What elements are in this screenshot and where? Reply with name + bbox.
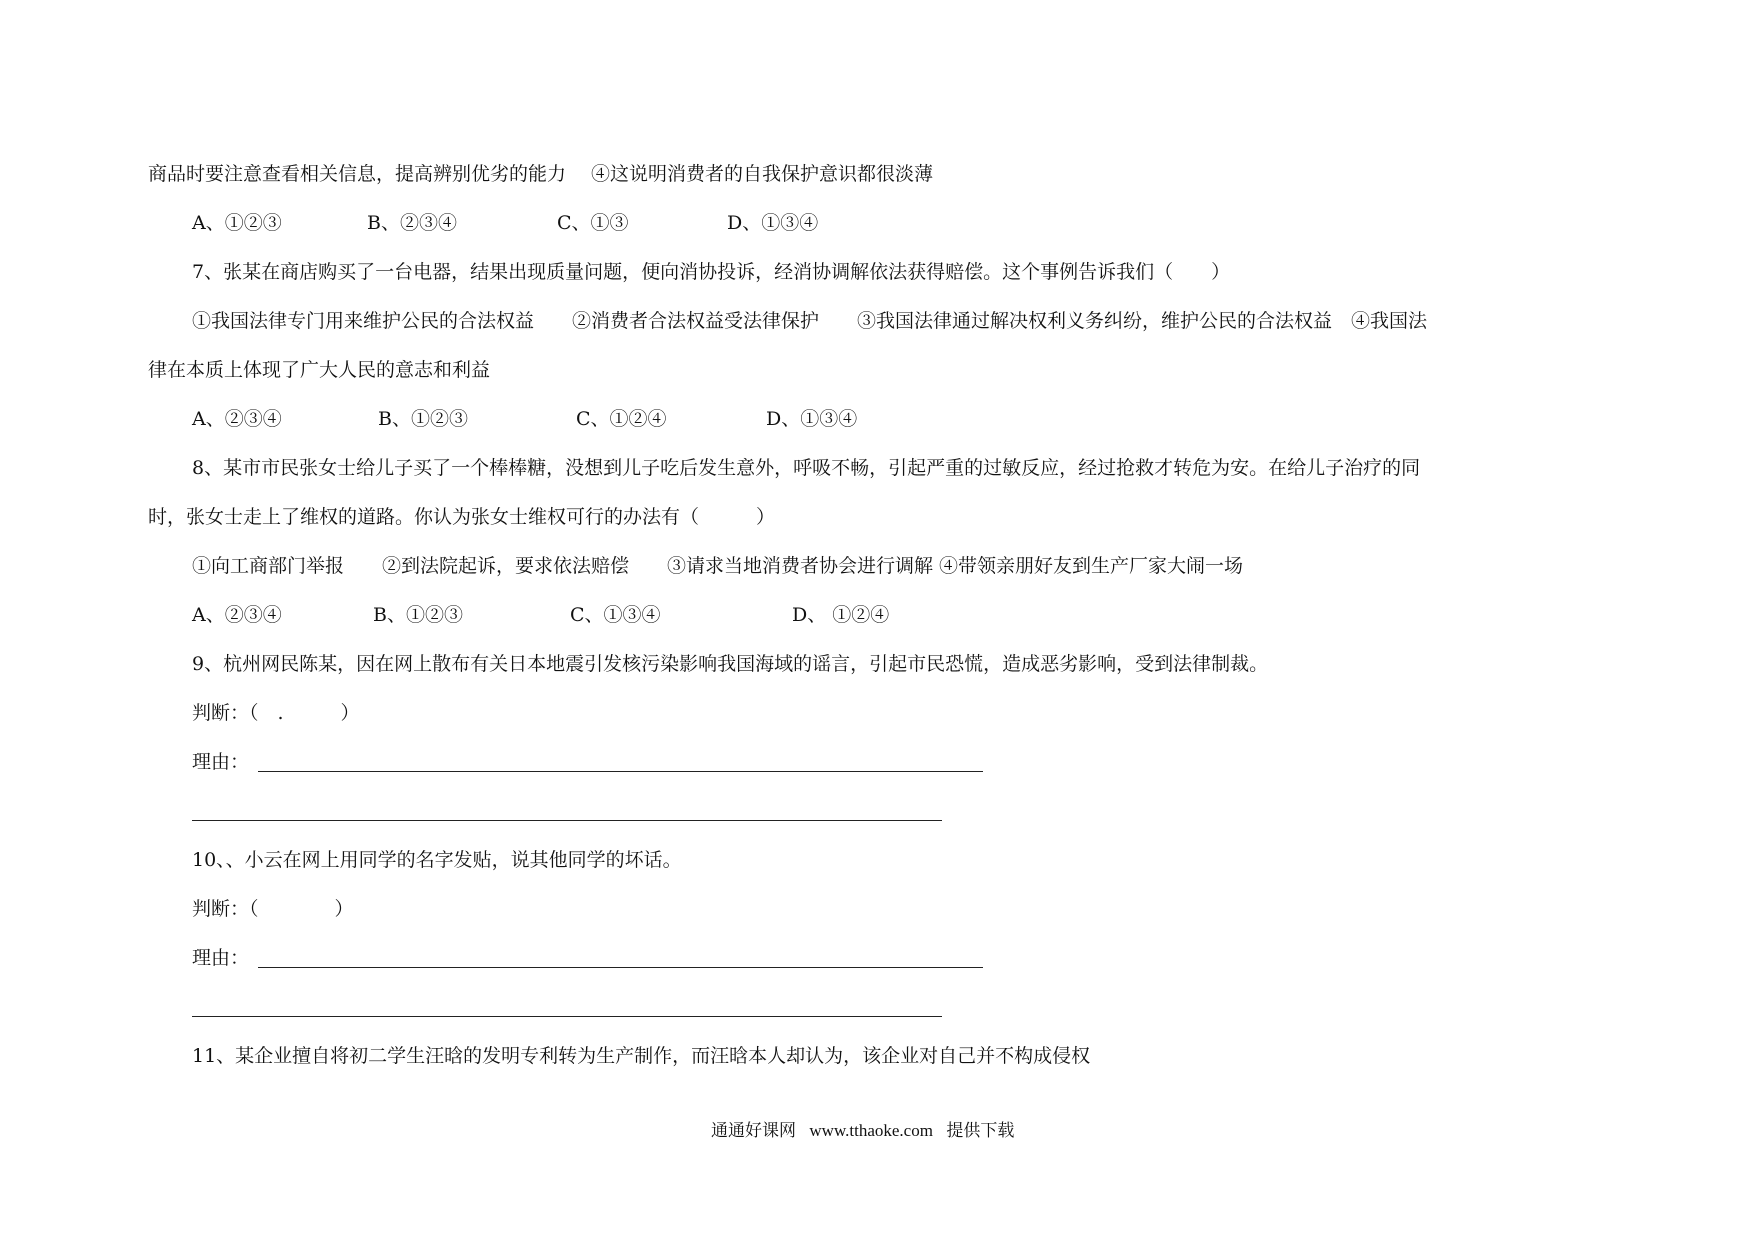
q7-option-b: B、①②③ [378,408,468,430]
q7-statements-line1: ①我国法律专门用来维护公民的合法权益 ②消费者合法权益受法律保护 ③我国法律通过解决权利义务纠纷，维护公民的合法权益 ④我国法 [192,310,1428,332]
q7-option-a: A、②③④ [192,408,282,430]
q11-stem: 11、某企业擅自将初二学生汪晗的发明专利转为生产制作，而汪晗本人却认为，该企业对自己并不构成侵权 [192,1045,1091,1067]
q8-statements: ①向工商部门举报 ②到法院起诉，要求依法赔偿 ③请求当地消费者协会进行调解 ④带领亲朋好友到生产厂家大闹一场 [192,555,1244,577]
q9-reason-line-1 [258,771,983,772]
q9-stem: 9、杭州网民陈某，因在网上散布有关日本地震引发核污染影响我国海域的谣言，引起市民恐慌，造成恶劣影响，受到法律制裁。 [192,653,1269,675]
q10-reason-line-1 [258,967,983,968]
q9-reason-label: 理由： [192,751,250,773]
q7-option-d: D、①③④ [766,408,858,430]
q6-option-b: B、②③④ [367,212,457,234]
q8-option-c: C、①③④ [570,604,661,626]
q8-stem-line1: 8、某市市民张女士给儿子买了一个棒棒糖，没想到儿子吃后发生意外，呼吸不畅，引起严重的过敏反应，经过抢救才转危为安。在给儿子治疗的同 [192,457,1421,479]
footer-suffix: 提供下载 [946,1121,1015,1141]
page-footer [711,1120,1014,1142]
q8-option-d: D、 ①②④ [792,604,890,626]
q8-option-b: B、①②③ [373,604,463,626]
footer-url: www.tthaoke.com [809,1121,933,1140]
q9-reason-line-2 [192,820,942,821]
q7-option-c: C、①②④ [576,408,667,430]
q6-continuation: 商品时要注意查看相关信息，提高辨别优劣的能力 ④这说明消费者的自我保护意识都很淡薄 [148,163,934,185]
q7-stem: 7、张某在商店购买了一台电器，结果出现质量问题，便向消协投诉，经消协调解依法获得赔偿。这个事例告诉我们（ ） [192,261,1231,283]
q10-reason-line-2 [192,1016,942,1017]
footer-site-name: 通通好课网 [711,1121,796,1141]
q10-judge: 判断：（ ） [192,898,354,920]
q6-option-a: A、①②③ [192,212,282,234]
q10-stem: 10、、小云在网上用同学的名字发贴，说其他同学的坏话。 [192,849,682,871]
q9-judge: 判断：（ . ） [192,702,360,724]
q6-option-d: D、①③④ [727,212,819,234]
q6-option-c: C、①③ [557,212,629,234]
q8-option-a: A、②③④ [192,604,282,626]
q8-stem-line2: 时，张女士走上了维权的道路。你认为张女士维权可行的办法有（ ） [148,506,776,528]
q10-reason-label: 理由： [192,947,250,969]
q7-statements-line2: 律在本质上体现了广大人民的意志和利益 [148,359,491,381]
